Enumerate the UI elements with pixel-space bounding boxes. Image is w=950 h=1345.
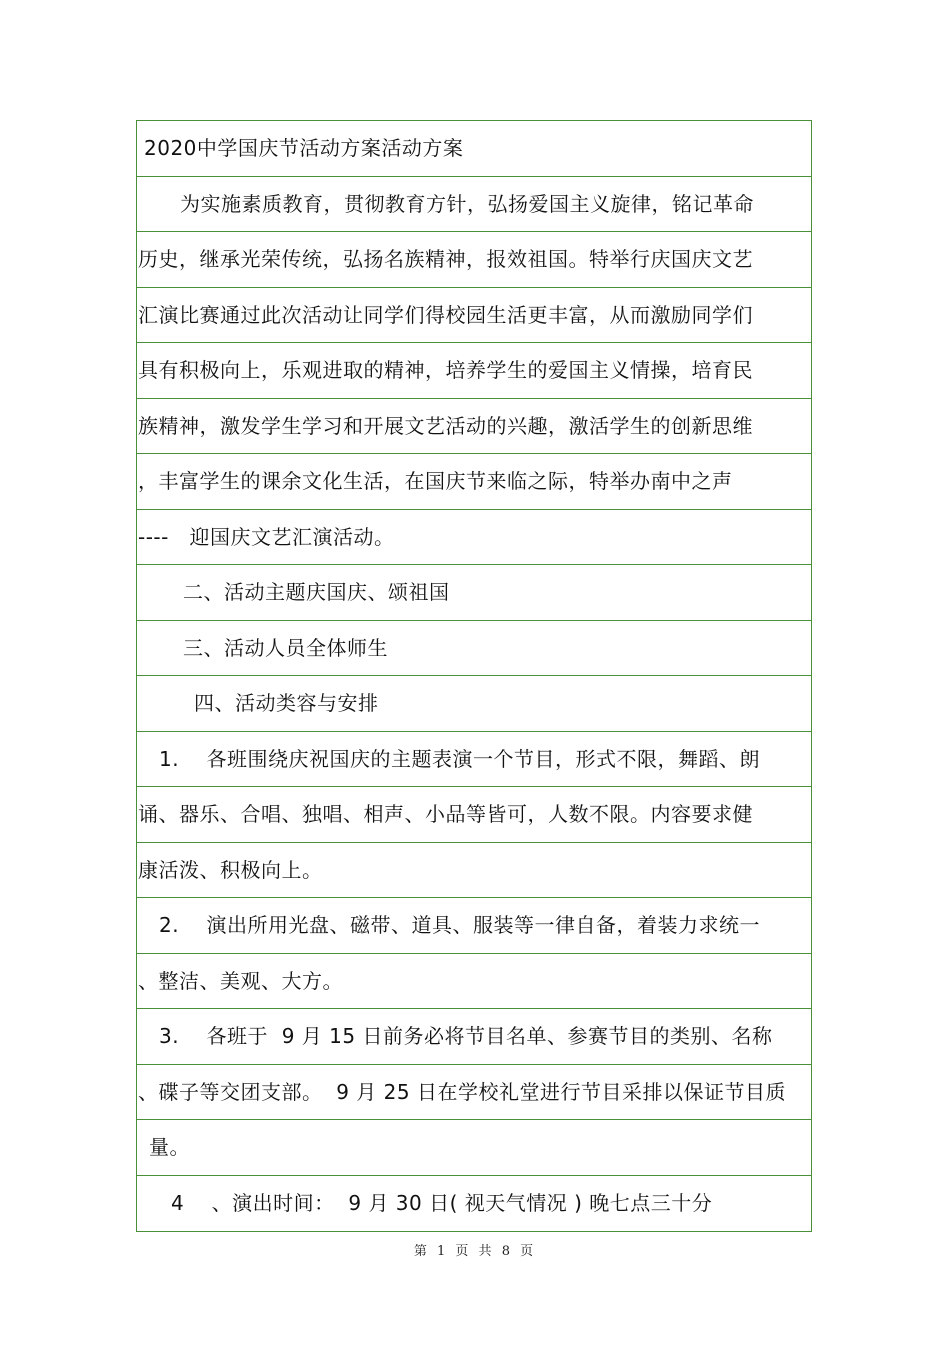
title-row (137, 121, 811, 177)
text-line: ，丰富学生的课余文化生活，在国庆节来临之际，特举办南中之声 (138, 469, 733, 494)
section-heading-content: 四、活动类容与安排 (194, 691, 379, 716)
text-line: 诵、器乐、合唱、独唱、相声、小品等皆可，人数不限。内容要求健 (138, 802, 753, 827)
page-number-footer: 第 1 页 共 8 页 (413, 1244, 537, 1259)
text-row (137, 177, 811, 233)
document-title: 2020中学国庆节活动方案活动方案 (144, 136, 464, 161)
list-item-4: 4 、演出时间： 9 月 30 日( 视天气情况 ) 晚七点三十分 (171, 1191, 713, 1216)
text-row (137, 399, 811, 455)
text-row (137, 343, 811, 399)
document-table (136, 120, 812, 1232)
text-row (137, 954, 811, 1010)
text-row (137, 843, 811, 899)
text-line: 、整洁、美观、大方。 (138, 968, 343, 993)
section-heading-row (137, 621, 811, 677)
section-heading-theme: 二、活动主题庆国庆、颂祖国 (183, 580, 450, 605)
text-line: 具有积极向上，乐观进取的精神，培养学生的爱国主义情操，培育民 (138, 358, 753, 383)
section-heading-row (137, 676, 811, 732)
list-item-row (137, 898, 811, 954)
list-item-2: 2. 演出所用光盘、磁带、道具、服装等一律自备，着装力求统一 (159, 913, 761, 938)
section-heading-participants: 三、活动人员全体师生 (183, 635, 388, 660)
text-line: ---- 迎国庆文艺汇演活动。 (138, 524, 395, 549)
text-row (137, 1120, 811, 1176)
list-item-row (137, 1176, 811, 1232)
text-line: 族精神，激发学生学习和开展文艺活动的兴趣，激活学生的创新思维 (138, 413, 753, 438)
section-heading-row (137, 565, 811, 621)
text-row (137, 1065, 811, 1121)
text-row (137, 288, 811, 344)
list-item-1: 1. 各班围绕庆祝国庆的主题表演一个节目，形式不限，舞蹈、朗 (159, 746, 761, 771)
text-row (137, 787, 811, 843)
text-row (137, 510, 811, 566)
text-row (137, 454, 811, 510)
list-item-row (137, 732, 811, 788)
text-line: 为实施素质教育，贯彻教育方针，弘扬爱国主义旋律，铭记革命 (180, 191, 754, 216)
text-line: 康活泼、积极向上。 (138, 857, 323, 882)
text-line: 历史，继承光荣传统，弘扬名族精神，报效祖国。特举行庆国庆文艺 (138, 247, 753, 272)
text-row (137, 232, 811, 288)
list-item-3: 3. 各班于 9 月 15 日前务必将节目名单、参赛节目的类别、名称 (159, 1024, 773, 1049)
text-line: 、碟子等交团支部。 9 月 25 日在学校礼堂进行节目采排以保证节目质 (138, 1079, 786, 1104)
list-item-row (137, 1009, 811, 1065)
text-line: 量。 (149, 1135, 190, 1160)
text-line: 汇演比赛通过此次活动让同学们得校园生活更丰富，从而激励同学们 (138, 302, 753, 327)
